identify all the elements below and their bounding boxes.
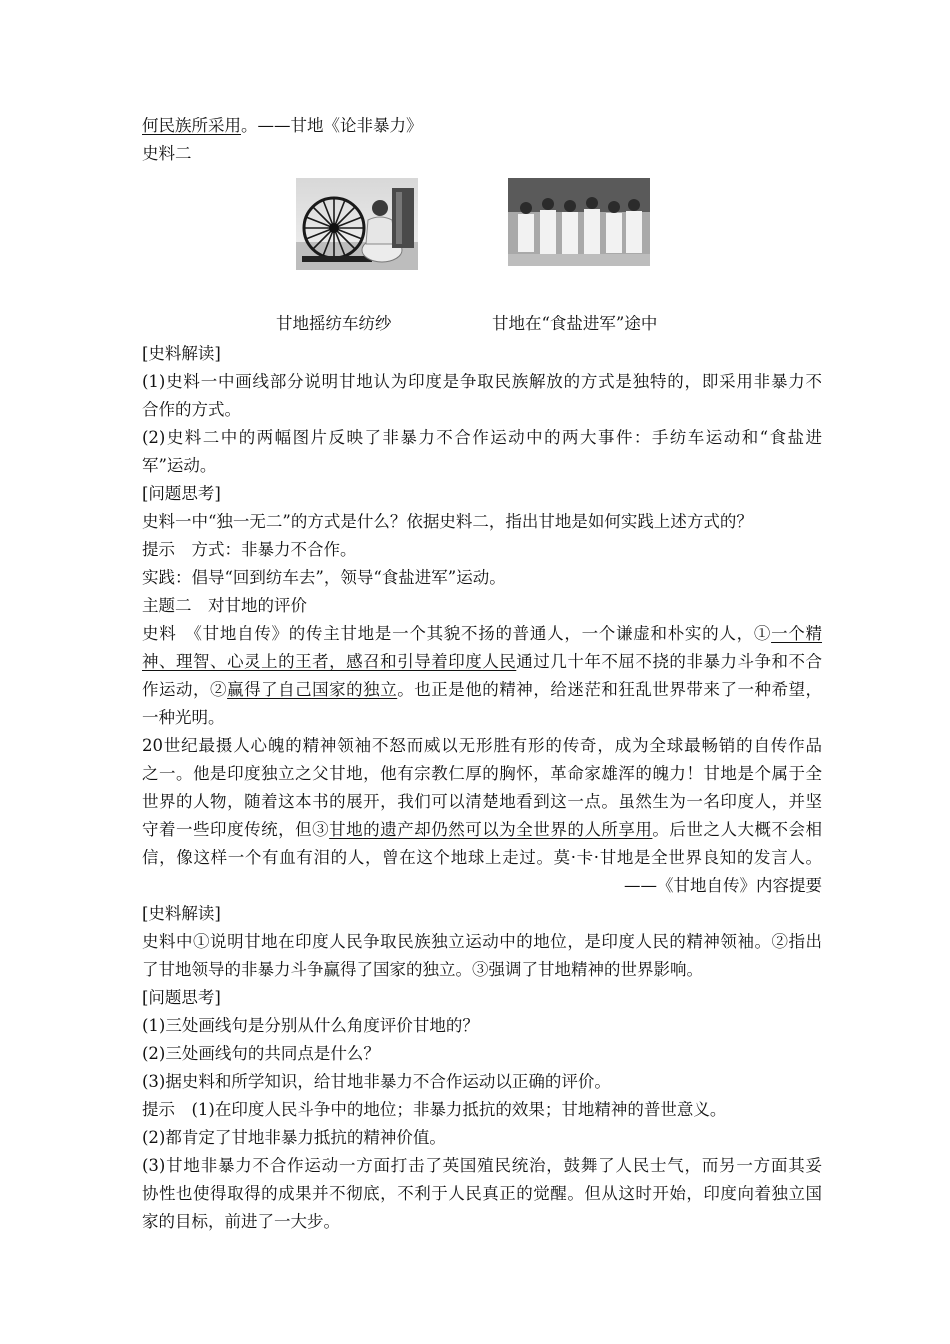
text-run: 。后世之人大概不会相 bbox=[652, 820, 823, 839]
answer-line: 家的目标，前进了一大步。 bbox=[142, 1212, 340, 1231]
section-label-interpretation: [史料解读] bbox=[142, 904, 221, 923]
paragraph-line: (2)史料二中的两幅图片反映了非暴力不合作运动中的两大事件：手纺车运动和“食盐进 bbox=[142, 428, 822, 447]
paragraph-line bbox=[142, 816, 822, 844]
paragraph-line: 提示 方式：非暴力不合作。 bbox=[142, 540, 357, 559]
paragraph-line: 实践：倡导“回到纺车去”，领导“食盐进军”运动。 bbox=[142, 568, 506, 587]
paragraph-line bbox=[142, 648, 822, 676]
underlined-phrase: 一个精 bbox=[771, 624, 823, 643]
paragraph-line: (1)史料一中画线部分说明甘地认为印度是争取民族解放的方式是独特的，即采用非暴力不 bbox=[142, 372, 822, 391]
paragraph-line: 史料中①说明甘地在印度人民争取民族独立运动中的地位，是印度人民的精神领袖。②指出 bbox=[142, 932, 822, 951]
paragraph-line: 20世纪最摄人心魄的精神领袖不怒而威以无形胜有形的传奇，成为全球最畅销的自传作品 bbox=[142, 736, 822, 755]
paragraph-line: 史料一中“独一无二”的方式是什么？依据史料二，指出甘地是如何实践上述方式的？ bbox=[142, 512, 753, 531]
underlined-phrase: 赢得了自己国家的独立 bbox=[227, 680, 398, 699]
paragraph-line: 之一。他是印度独立之父甘地，他有宗教仁厚的胸怀，革命家雄浑的魄力！甘地是个属于全 bbox=[142, 764, 822, 783]
section-label-question: [问题思考] bbox=[142, 988, 221, 1007]
question-line: (2)三处画线句的共同点是什么？ bbox=[142, 1044, 380, 1063]
paragraph-line: 军”运动。 bbox=[142, 456, 217, 475]
quote-attribution-line bbox=[142, 112, 822, 140]
text-run: 通过几十年不屈不挠的非暴力斗争和不合 bbox=[516, 652, 823, 671]
text-run: 史料 《甘地自传》的传主甘地是一个其貌不扬的普通人，一个谦虚和朴实的人，① bbox=[142, 624, 772, 643]
question-line: (3)据史料和所学知识，给甘地非暴力不合作运动以正确的评价。 bbox=[142, 1072, 611, 1091]
paragraph-line: 世界的人物，随着这本书的展开，我们可以清楚地看到这一点。虽然生为一名印度人，并坚 bbox=[142, 792, 822, 811]
text-run: 作运动，② bbox=[142, 680, 228, 699]
topic-heading: 主题二 对甘地的评价 bbox=[142, 596, 307, 615]
source-two-heading: 史料二 bbox=[142, 144, 192, 163]
answer-line: (3)甘地非暴力不合作运动一方面打击了英国殖民统治，鼓舞了人民士气，而另一方面其妥 bbox=[142, 1156, 822, 1175]
answer-line: 提示 (1)在印度人民斗争中的地位；非暴力抵抗的效果；甘地精神的普世意义。 bbox=[142, 1100, 727, 1119]
attribution-text: 。——甘地《论非暴力》 bbox=[241, 116, 423, 135]
caption-salt-march: 甘地在“食盐进军”途中 bbox=[492, 314, 658, 333]
figure-row bbox=[142, 178, 822, 310]
caption-spinning-wheel: 甘地摇纺车纺纱 bbox=[276, 314, 392, 333]
question-line: (1)三处画线句是分别从什么角度评价甘地的？ bbox=[142, 1016, 479, 1035]
underlined-phrase: 甘地的遗产却仍然可以为全世界的人所享用 bbox=[329, 820, 653, 839]
paragraph-line bbox=[142, 620, 822, 648]
paragraph-line: 一种光明。 bbox=[142, 708, 225, 727]
paragraph-line: 合作的方式。 bbox=[142, 400, 241, 419]
section-label-question: [问题思考] bbox=[142, 484, 221, 503]
answer-line: (2)都肯定了甘地非暴力抵抗的精神价值。 bbox=[142, 1128, 446, 1147]
spinning-wheel-photo bbox=[296, 178, 418, 270]
underlined-phrase: 神、理智、心灵上的王者，感召和引导着印度人民 bbox=[142, 652, 517, 671]
salt-march-photo bbox=[508, 178, 650, 266]
paragraph-line: 信，像这样一个有血有泪的人，曾在这个地球上走过。莫·卡·甘地是全世界良知的发言人。 bbox=[142, 848, 822, 867]
section-label-interpretation: [史料解读] bbox=[142, 344, 221, 363]
figure-captions bbox=[142, 310, 822, 340]
paragraph-line: 了甘地领导的非暴力斗争赢得了国家的独立。③强调了甘地精神的世界影响。 bbox=[142, 960, 703, 979]
paragraph-line bbox=[142, 676, 822, 704]
answer-line: 协性也使得取得的成果并不彻底，不利于人民真正的觉醒。但从这时开始，印度向着独立国 bbox=[142, 1184, 822, 1203]
underlined-phrase: 何民族所采用 bbox=[142, 116, 241, 135]
source-attribution: ——《甘地自传》内容提要 bbox=[624, 876, 822, 895]
document-page bbox=[142, 112, 822, 1236]
text-run: 。也正是他的精神，给迷茫和狂乱世界带来了一种希望， bbox=[397, 680, 823, 699]
text-run: 守着一些印度传统，但③ bbox=[142, 820, 330, 839]
